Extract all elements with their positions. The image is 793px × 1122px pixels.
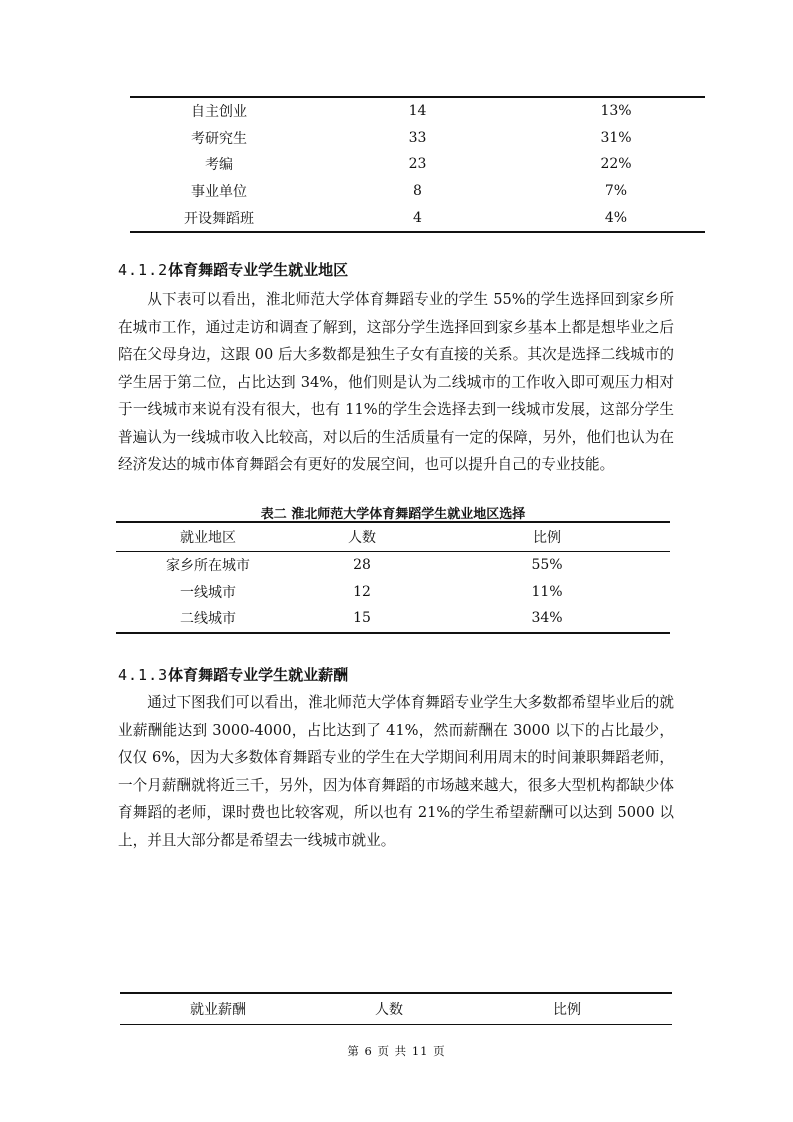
table-caption: 表二 淮北师范大学体育舞蹈学生就业地区选择 xyxy=(260,507,526,522)
section-number: 4.1.3 xyxy=(118,666,169,684)
table-cell: 55% xyxy=(531,557,563,574)
table-cell: 7% xyxy=(604,183,628,200)
table-cell: 11% xyxy=(531,583,563,600)
table-cell: 考研究生 xyxy=(191,130,247,147)
paragraph: 从下表可以看出，淮北师范大学体育舞蹈专业的学生 55%的学生选择回到家乡所在城市工作，通过走访和调查了解到，这部分学生选择回到家乡基本上都是想毕业之后陪在父母身边，这跟 00 后大多数都是独生子女有直接的关系。其次是选择二线城市的学生居于第二位，占比达到 34%，他们则是认为二线城市的工作收入即可观压力相对于一线城市来说有没有很大，也有 11%的学生会选择去到一线城市发展，这部分学生普遍认为一线城市收入比较高，对以后的生活质量有一定的保障，另外，他们也认为在经济发达的城市体育舞蹈会有更好的发展空间，也可以提升自己的专业技能。 xyxy=(118,291,674,473)
table-cell: 8 xyxy=(413,183,422,200)
table-row xyxy=(130,151,705,178)
table-cell: 自主创业 xyxy=(191,104,247,121)
table-cell: 开设舞蹈班 xyxy=(184,210,254,227)
section-heading-4-1-2 xyxy=(118,259,348,280)
section-number: 4.1.2 xyxy=(118,261,169,279)
section-4-1-3-body xyxy=(118,689,674,854)
table-cell: 12 xyxy=(353,583,371,600)
table-row xyxy=(130,97,705,125)
table-cell: 4 xyxy=(413,209,422,226)
table-cell: 二线城市 xyxy=(180,611,236,628)
table-cell: 28 xyxy=(353,557,371,574)
section-4-1-2-body xyxy=(118,286,674,479)
table-cell: 4% xyxy=(604,209,628,226)
table-cell: 34% xyxy=(531,610,563,627)
table-cell: 一线城市 xyxy=(180,584,236,601)
table-row xyxy=(130,204,705,232)
table-row xyxy=(130,125,705,152)
employment-choice-table xyxy=(130,96,705,233)
column-header: 比例 xyxy=(424,522,670,552)
section-title: 体育舞蹈专业学生就业薪酬 xyxy=(168,666,349,684)
column-header: 人数 xyxy=(300,522,424,552)
table-row xyxy=(116,579,670,606)
table-cell: 13% xyxy=(600,103,632,120)
table-cell: 家乡所在城市 xyxy=(166,558,250,575)
column-header: 人数 xyxy=(375,1002,403,1018)
table-row xyxy=(116,552,670,579)
table-row xyxy=(130,178,705,205)
table-cell: 22% xyxy=(600,156,632,173)
paragraph: 通过下图我们可以看出，淮北师范大学体育舞蹈专业学生大多数都希望毕业后的就业薪酬能达到 3000-4000，占比达到了 41%，然而薪酬在 3000 以下的占比最少，仅仅 6%，因为大多数体育舞蹈专业的学生在大学期间利用周末的时间兼职舞蹈老师，一个月薪酬就将近三千，另外，因为体育舞蹈的市场越来越大，很多大型机构都缺少体育舞蹈的老师，课时费也比较客观，所以也有 21%的学生希望薪酬可以达到 5000 以上，并且大部分都是希望去一线城市就业。 xyxy=(118,694,674,849)
table-cell: 33 xyxy=(408,129,427,146)
column-header: 就业地区 xyxy=(116,522,300,552)
table-row xyxy=(116,605,670,633)
table-header-row xyxy=(116,522,670,552)
table-cell: 14 xyxy=(408,103,427,120)
page-footer: 第 6 页 共 11 页 xyxy=(347,1044,446,1058)
table-cell: 23 xyxy=(408,156,427,173)
table-cell: 事业单位 xyxy=(191,184,247,201)
section-heading-4-1-3 xyxy=(118,664,348,685)
column-header: 比例 xyxy=(553,1002,581,1018)
table-cell: 考编 xyxy=(205,157,233,174)
employment-region-table xyxy=(116,521,670,634)
section-title: 体育舞蹈专业学生就业地区 xyxy=(168,261,349,279)
table-header-row xyxy=(120,993,672,1025)
table-cell: 31% xyxy=(600,129,632,146)
column-header: 就业薪酬 xyxy=(190,1002,246,1018)
table-cell: 15 xyxy=(353,610,371,627)
salary-table xyxy=(120,992,672,1025)
